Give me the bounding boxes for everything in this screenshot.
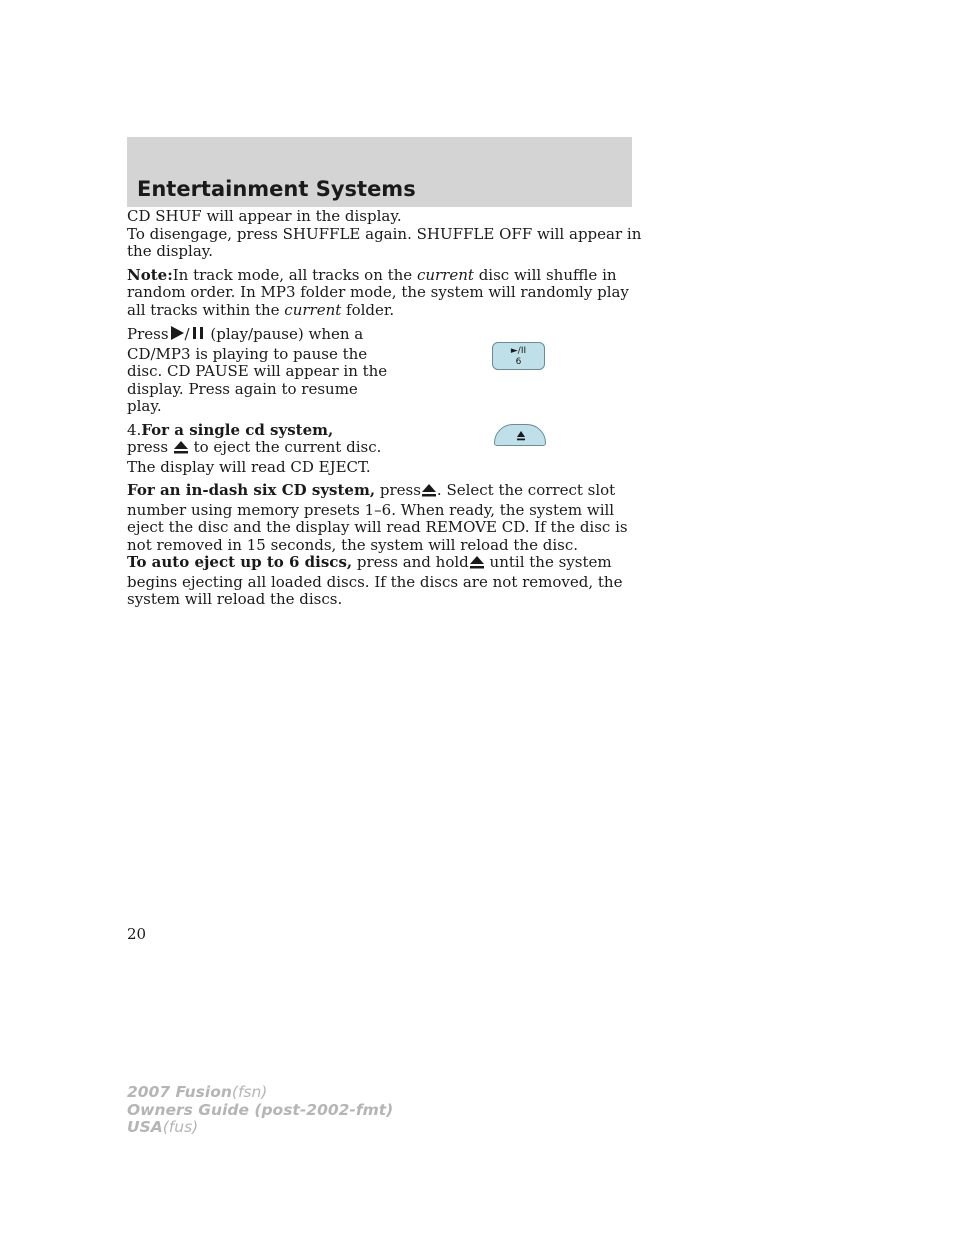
note-text: folder.: [341, 300, 395, 319]
play-pause-button-illustration: [492, 342, 545, 370]
note-emphasis: current: [284, 300, 342, 319]
footer-market: USA: [127, 1118, 163, 1136]
single-cd-text: to eject the current disc.: [188, 438, 382, 456]
single-cd-display-text: The display will read CD EJECT.: [127, 457, 371, 476]
press-and-hold-text: press and hold: [352, 553, 469, 571]
note-text: disc will shuffle in random order. In MP3 folder mode, the system will randomly play all tracks within the: [127, 265, 629, 319]
auto-eject-paragraph: [127, 554, 642, 609]
eject-icon: [173, 440, 189, 459]
play-pause-text: (play/pause) when a CD/MP3 is playing to pause the disc. CD PAUSE will appear in the display. Press again to resume play.: [127, 325, 388, 415]
six-cd-heading: For an in-dash six CD system,: [127, 481, 376, 499]
item-number: 4.: [127, 420, 142, 439]
eject-button-illustration: [494, 424, 546, 446]
footer-market-code: (fus): [162, 1118, 199, 1136]
auto-eject-text: until the system begins ejecting all loaded discs. If the discs are not removed, the system will reload the discs.: [127, 553, 623, 608]
six-cd-text: . Select the correct slot number using memory presets 1–6. When ready, the system will eject the disc and the display will read REMOVE CD. If the disc is not removed in 15 seconds, the system will reload the disc.: [127, 481, 628, 554]
single-cd-heading: For a single cd system,: [141, 420, 334, 439]
eject-icon: [516, 431, 526, 441]
page-number: 20: [127, 925, 147, 943]
footer: [127, 1084, 393, 1137]
shuffle-off-paragraph: To disengage, press SHUFFLE again. SHUFFLE OFF will appear in the display.: [127, 224, 642, 260]
single-cd-paragraph: [127, 422, 392, 477]
note-text: In track mode, all tracks on the: [172, 265, 417, 284]
footer-model-line: [127, 1084, 393, 1102]
footer-model-code: (fsn): [231, 1083, 268, 1101]
press-word: press: [375, 481, 421, 499]
footer-model: 2007 Fusion: [127, 1083, 232, 1101]
six-cd-paragraph: [127, 482, 642, 554]
eject-icon: [421, 483, 437, 502]
eject-icon: [469, 555, 485, 574]
press-word: press: [127, 438, 169, 456]
footer-guide-line: [127, 1102, 393, 1120]
play-icon: [169, 325, 185, 346]
pause-icon: [190, 325, 206, 346]
note-paragraph: [127, 267, 642, 320]
footer-market-line: [127, 1119, 393, 1137]
play-pause-symbol: ►/II: [510, 346, 527, 356]
section-header-band: [127, 137, 632, 207]
footer-guide: Owners Guide (post-2002-fmt): [127, 1100, 394, 1119]
body-text: [127, 208, 642, 615]
preset-number: 6: [515, 357, 522, 367]
note-label: Note:: [127, 265, 173, 284]
section-title: Entertainment Systems: [137, 177, 416, 201]
auto-eject-heading: To auto eject up to 6 discs,: [127, 553, 353, 571]
note-emphasis: current: [416, 265, 474, 284]
press-word: Press: [127, 325, 169, 343]
play-pause-paragraph: [127, 325, 392, 416]
slash-separator: /: [184, 325, 190, 343]
shuffle-on-line: CD SHUF will appear in the display.: [127, 207, 402, 225]
